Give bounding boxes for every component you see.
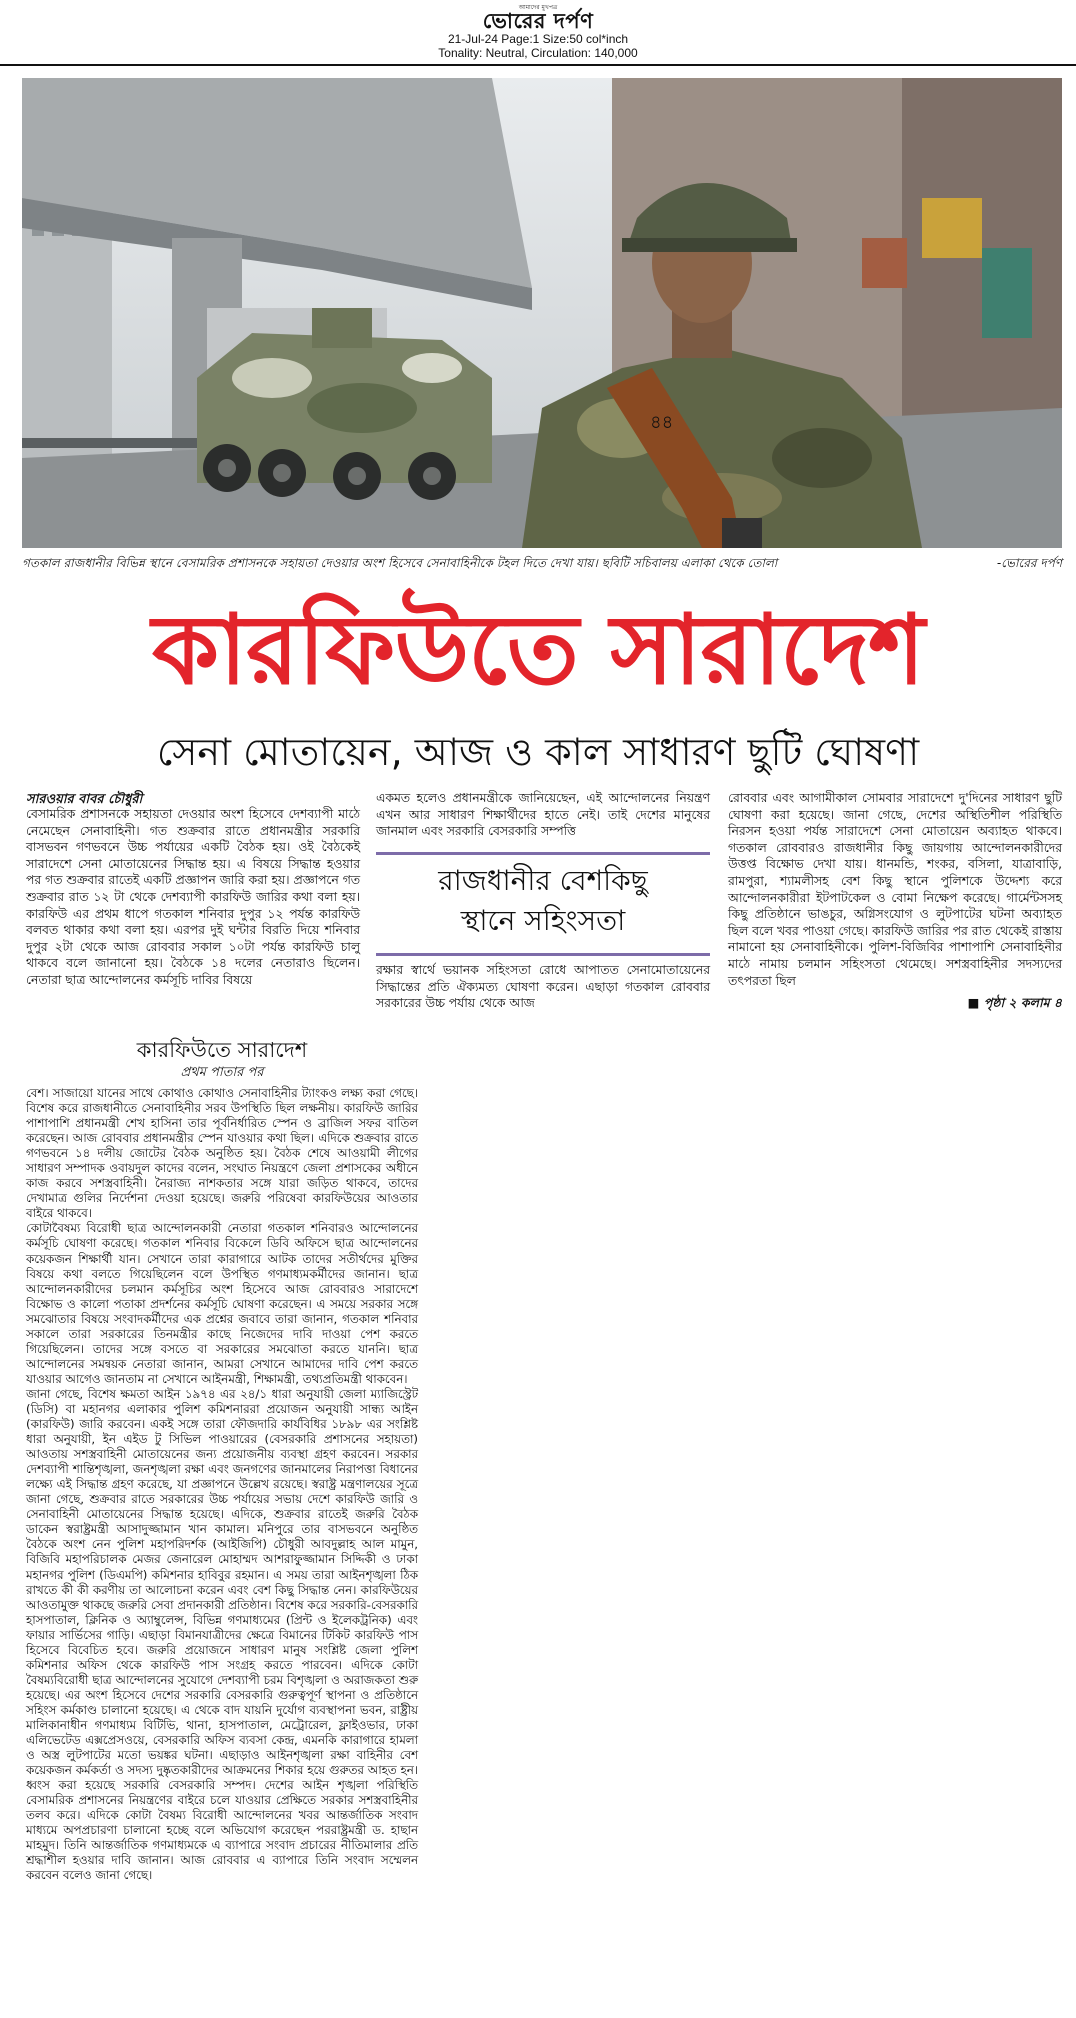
column-2-lower-text: রক্ষার স্বার্থে ভয়ানক সহিংসতা রোধে আপাতত সেনামোতায়েনের সিদ্ধান্তের প্রতি ঐক্যমত্য ঘোষণা করেন। এছাড়া গতকাল রোববার সরকারের উচ্চ পর্যায় থেকে আজ [376,963,710,1011]
continuation-paragraph: জানা গেছে, বিশেষ ক্ষমতা আইন ১৯৭৪ এর ২৪/১ ধারা অনুযায়ী জেলা ম্যাজিস্ট্রেট (ডিসি) বা মহানগর এলাকার পুলিশ কমিশনাররা প্রয়োজন অনুযায়ী সান্ধ্য আইন (কারফিউ) জারি করবেন। একই সঙ্গে তারা ফৌজদারি কার্যবিধির ১৮৯৮ এর সংশ্লিষ্ট ধারা অনুযায়ী, ইন এইড টু সিভিল পাওয়ারের (বেসরকারি প্রশাসনের সহায়তা) আওতায় সশস্ত্রবাহিনী মোতায়েনের জন্য প্রয়োজনীয় ব্যবস্থা গ্রহণ করবেন। সরকার দেশব্যাপী শান্তিশৃঙ্খলা, জনশৃঙ্খলা রক্ষা এবং জনগণের জানমালের নিরাপত্তা বিধানের লক্ষ্যে এই সিদ্ধান্ত গ্রহণ করেছে, যা প্রজ্ঞাপনে উল্লেখ রয়েছে। স্বরাষ্ট্র মন্ত্রণালয়ের সূত্রে জানা গেছে, শুক্রবার রাতে সরকারের উচ্চ পর্যায়ের সভায় দেশে কারফিউ জারি ও সেনাবাহিনী মোতায়েনের সিদ্ধান্ত হয়েছে। এদিকে, শুক্রবার রাতেই জরুরি বৈঠক ডাকেন স্বরাষ্ট্রমন্ত্রী আসাদুজ্জামান খান কামাল। মনিপুরে তার বাসভবনে অনুষ্ঠিত বৈঠকে অংশ নেন পুলিশ মহাপরিদর্শক (আইজিপি) চৌধুরী আবদুল্লাহ আল মামুন, বিজিবি মহাপরিচালক মেজর জেনারেল মোহাম্মদ আশরাফুজ্জামান সিদ্দিকী ও ঢাকা মহানগর পুলিশ (ডিএমপি) কমিশনার হাবিবুর রহমান। এ সময় তারা আইনশৃঙ্খলা ঠিক রাখতে কী কী করণীয় তা আলোচনা করেন এবং বেশ কিছু সিদ্ধান্ত নেন। কারফিউয়ের আওতামুক্ত থাকছে জরুরি সেবা প্রদানকারী প্রতিষ্ঠান। বিশেষ করে সরকারি-বেসরকারি হাসপাতাল, ক্লিনিক ও অ্যাম্বুলেন্স, বিভিন্ন গণমাধ্যমের (প্রিন্ট ও ইলেকট্রনিক) এবং ফায়ার সার্ভিসের গাড়ি। এছাড়া বিমানযাত্রীদের ক্ষেত্রে বিমানের টিকিট কারফিউ পাস হিসেবে বিবেচিত হবে। জরুরি প্রয়োজনে সাধারণ মানুষ সংশ্লিষ্ট জেলা পুলিশ কমিশনার অফিস থেকে কারফিউ পাস সংগ্রহ করতে পারবেন। এদিকে কোটা বৈষম্যবিরোধী ছাত্র আন্দোলনের সুযোগে দেশব্যাপী চরম বিশৃঙ্খলা ও অরাজকতা শুরু হয়েছে। এর অংশ হিসেবে দেশের সরকারি বেসরকারি গুরুত্বপূর্ণ স্থাপনা ও প্রতিষ্ঠানে সহিংস কর্মকাণ্ড চালানো হয়েছে। এ থেকে বাদ যায়নি দুর্যোগ ব্যবস্থাপনা ভবন, রাষ্ট্রীয় মালিকানাধীন গণমাধ্যম বিটিভি, থানা, হাসপাতাল, মেট্রোরেল, ফ্লাইওভার, ঢাকা এলিভেটেড এক্সপ্রেসওয়ে, বেসরকারি অফিস ব্যবসা কেন্দ্র, এমনকি কারাগারে হামলা ও অস্ত্র লুটপাটের মতো ভয়ঙ্কর ঘটনা। এছাড়াও আইনশৃঙ্খলা রক্ষা বাহিনীর বেশ কয়েকজন কর্মকর্তা ও সদস্য দুষ্কৃতকারীদের আক্রমনের শিকার হয়ে গুরুতর আহত হন। ধ্বংস করা হয়েছে সরকারি বেসরকারি সম্পদ। দেশের আইন শৃঙ্খলা পরিস্থিতি বেসামরিক প্রশাসনের নিয়ন্ত্রণের বাইরে চলে যাওয়ার প্রেক্ষিতে সরকার সশস্ত্রবাহিনীর তলব করে। এদিকে কোটা বৈষম্য বিরোধী আন্দোলনের খবর আন্তর্জাতিক সংবাদ মাধ্যমে অপপ্রচারণা চালানো হচ্ছে বলে অভিযোগ করেছেন পররাষ্ট্রমন্ত্রী ড. হাছান মাহমুদ। তিনি আন্তর্জাতিক গণমাধ্যমকে এ ব্যাপারে সংবাদ প্রচারের নীতিমালার প্রতি শ্রদ্ধাশীল হওয়ার দাবি জানান। আজ রোববার এ ব্যাপারে তিনি সংবাদ সম্মেলন করবেন বলেও জানা গেছে। [26,1386,418,1883]
pull-quote-line-2: স্থানে সহিংসতা [460,904,626,937]
news-photo [22,78,1062,548]
continuation-article [26,1036,418,1998]
masthead [0,0,1076,64]
rifle-marking: ৪৪ [650,412,674,433]
continuation-body [26,1086,418,1883]
continued-on-page-marker: ■ পৃষ্ঠা ২ কলাম ৪ [967,995,1062,1010]
photo-caption-text: গতকাল রাজধানীর বিভিন্ন স্থানে বেসামরিক প্রশাসনকে সহায়তা দেওয়ার অংশ হিসেবে সেনাবাহিনীকে টহল দিতে দেখা যায়। ছবিটি সচিবালয় এলাকা থেকে তোলা [22,556,778,570]
clipping-meta-tonality: Tonality: Neutral, Circulation: 140,000 [438,46,638,60]
sub-headline: সেনা মোতায়েন, আজ ও কাল সাধারণ ছুটি ঘোষণা [156,730,920,774]
column-1-text: বেসামরিক প্রশাসনকে সহায়তা দেওয়ার অংশ হিসেবে দেশব্যাপী মাঠে নেমেছেন সেনাবাহিনী। গত শুক্রবার রাতে প্রধানমন্ত্রীর সরকারি বাসভবন গণভবনে উচ্চ পর্যায়ের একটি বৈঠক হয়। ওই বৈঠকেই সারাদেশে সেনা মোতায়েনের সিদ্ধান্ত হয়। এ বিষয়ে সিদ্ধান্ত হওয়ার পর গত শুক্রবার রাতেই একটি প্রজ্ঞাপন জারি করা হয়। প্রজ্ঞাপনে গত শুক্রবার রাত ১২ টা থেকে দেশব্যাপী কারফিউ জারির কথা বলা হয়। কারফিউ এর প্রথম ধাপে গতকাল শনিবার দুপুর ১২ পর্যন্ত কারফিউ বলবত থাকার কথা বলা হয়। এরপর দুই ঘন্টার বিরতি দিয়ে শনিবার দুপুর ২টা থেকে আজ রোববার সকাল ১০টা পর্যন্ত কারফিউ চালু থাকবে বলে জানানো হয়। বৈঠকে ১৪ দলের নেতারাও ছিলেন। নেতারা ছাত্র আন্দোলনের কর্মসূচি দাবির বিষয়ে [26,807,360,987]
article-column-2 [376,790,710,840]
masthead-tagline: আমাদের মুখপত্র [518,4,558,11]
continuation-paragraph: কোটাবৈষম্য বিরোধী ছাত্র আন্দোলনকারী নেতারা গতকাল শনিবারও আন্দোলনের কর্মসূচি ঘোষণা করেছে। গতকাল শনিবার বিকেলে ডিবি অফিসে ছাত্র আন্দোলনের কয়েকজন শিক্ষার্থী যান। সেখানে তারা কারাগারে আটক তাদের সতীর্থদের মুক্তির বিষয়ে কথা বলতে গিয়েছিলেন বলে উপস্থিত গণমাধ্যমকর্মীদের জানান। ছাত্র আন্দোলনকারীদের চলমান কর্মসূচির অংশ হিসেবে আজ রোববারও সারাদেশে বিক্ষোভ ও কালো পতাকা প্রদর্শনের কর্মসূচি ঘোষণা করেছেন। এ সময়ে সরকার সঙ্গে সমঝোতার বিষয়ে সংবাদকর্মীদের এক প্রশ্নের জবাবে তারা জানান, গতকাল শনিবার সকালে তারা সরকারের তিনমন্ত্রীর কাছে নিজেদের দাবি দাওয়া পেশ করতে গিয়েছিলেন। তাদের সঙ্গে বসতে বা সরকারের সমঝোতা করতে যাননি। ছাত্র আন্দোলনের সমন্বয়ক নেতারা জানান, আমরা সেখানে আমাদের দাবি পেশ করতে যাওয়ার আগেও জানতাম না সেখানে আইনমন্ত্রী, শিক্ষামন্ত্রী, তথ্যপ্রতিমন্ত্রী থাকবেন। [26,1221,418,1386]
clipping-meta-date-size: 21-Jul-24 Page:1 Size:50 col*inch [447,32,629,46]
pull-quote-line-1: রাজধানীর বেশকিছু [438,864,648,897]
photo-caption [22,555,1062,573]
masthead-rule [0,64,1076,66]
article-column-1 [26,806,360,989]
photo-credit: -ভোরের দর্পণ [996,556,1062,570]
continued-from-label: প্রথম পাতার পর [180,1065,264,1080]
article-column-3 [728,790,1062,989]
continuation-title: কারফিউতে সারাদেশ [136,1038,308,1062]
main-headline: কারফিউতে সারাদেশ [152,594,924,706]
article-column-2-continued [376,962,710,1012]
newspaper-name: ভোরের দর্পণ [482,9,594,33]
army-patrol-photo [22,78,1062,548]
byline: সারওয়ার বাবর চৌধুরী [26,792,143,807]
continuation-paragraph: বেশ। সাজায়ো যানের সাথে কোথাও কোথাও সেনাবাহিনীর ট্যাংকও লক্ষ্য করা গেছে। বিশেষ করে রাজধানীতে সেনাবাহিনীর সরব উপস্থিতি ছিল লক্ষনীয়। কারফিউ জারির পাশাপাশি প্রধানমন্ত্রী শেখ হাসিনা তার পূর্বনির্ধারিত স্পেন ও ব্রাজিল সফর বাতিল করেছেন। আজ রোববার প্রধানমন্ত্রীর স্পেন যাওয়ার কথা ছিল। এদিকে শুক্রবার রাতে গণভবনে ১৪ দলীয় জোটের বৈঠক অনুষ্ঠিত হয়। বৈঠক শেষে আওয়ামী লীগের সাধারণ সম্পাদক ওবায়দুল কাদের বলেন, সংঘাত নিয়ন্ত্রণে জেলা প্রশাসকের অধীনে কাজ করবে সশস্ত্রবাহিনী। নৈরাজ্য নাশকতার সঙ্গে যারা জড়িত থাকবে, তাদের দেখামাত্র গুলির নির্দেশনা দেওয়া হয়েছে। জরুরি পরিষেবা কারফিউয়ের আওতার বাইরে থাকবে। [26,1086,418,1221]
pull-quote [376,852,710,956]
column-3-text: রোববার এবং আগামীকাল সোমবার সারাদেশে দু'দিনের সাধারণ ছুটি ঘোষণা করা হয়েছে। জানা গেছে, দেশের অস্থিতিশীল পরিস্থিতি নিরসন হওয়া পর্যন্ত সারাদেশে সেনা মোতায়েন অব্যাহত থাকবে। গতকাল রোববারও রাজধানীর কিছু জায়গায় আন্দোলনকারীদের উত্তপ্ত বিক্ষোভ দেখা যায়। ধানমন্ডি, শংকর, বসিলা, যাত্রাবাড়ি, রামপুরা, শ্যামলীসহ বেশ কিছু স্থানে পুলিশকে উদ্দেশ্য করে আন্দোলনকারীরা ইটপাটকেল ও বোমা নিক্ষেপ করেছে। গার্মেন্টসসহ কিছু প্রতিষ্ঠানে ভাঙচুর, অগ্নিসংযোগ ও লুটপাটের ঘটনা অব্যাহত ছিল বলে খবর পাওয়া গেছে। কারফিউ জারির পর রাত থেকেই রাস্তায় নামানো হয় সেনাবাহিনীকে। পুলিশ-বিজিবির পাশাপাশি সেনাবাহিনীর মাঠে নামায় চলমান সহিংসতা থেমেছে। সশস্ত্রবাহিনীর সদস্যদের তৎপরতা ছিল [728,791,1062,988]
column-2-text: একমত হলেও প্রধানমন্ত্রীকে জানিয়েছেন, এই আন্দোলনের নিয়ন্ত্রণ এখন আর সাধারণ শিক্ষার্থীদের হাতে নেই। তাই দেশের মানুষের জানমাল এবং সরকারি বেসরকারি সম্পত্তি [376,791,710,839]
